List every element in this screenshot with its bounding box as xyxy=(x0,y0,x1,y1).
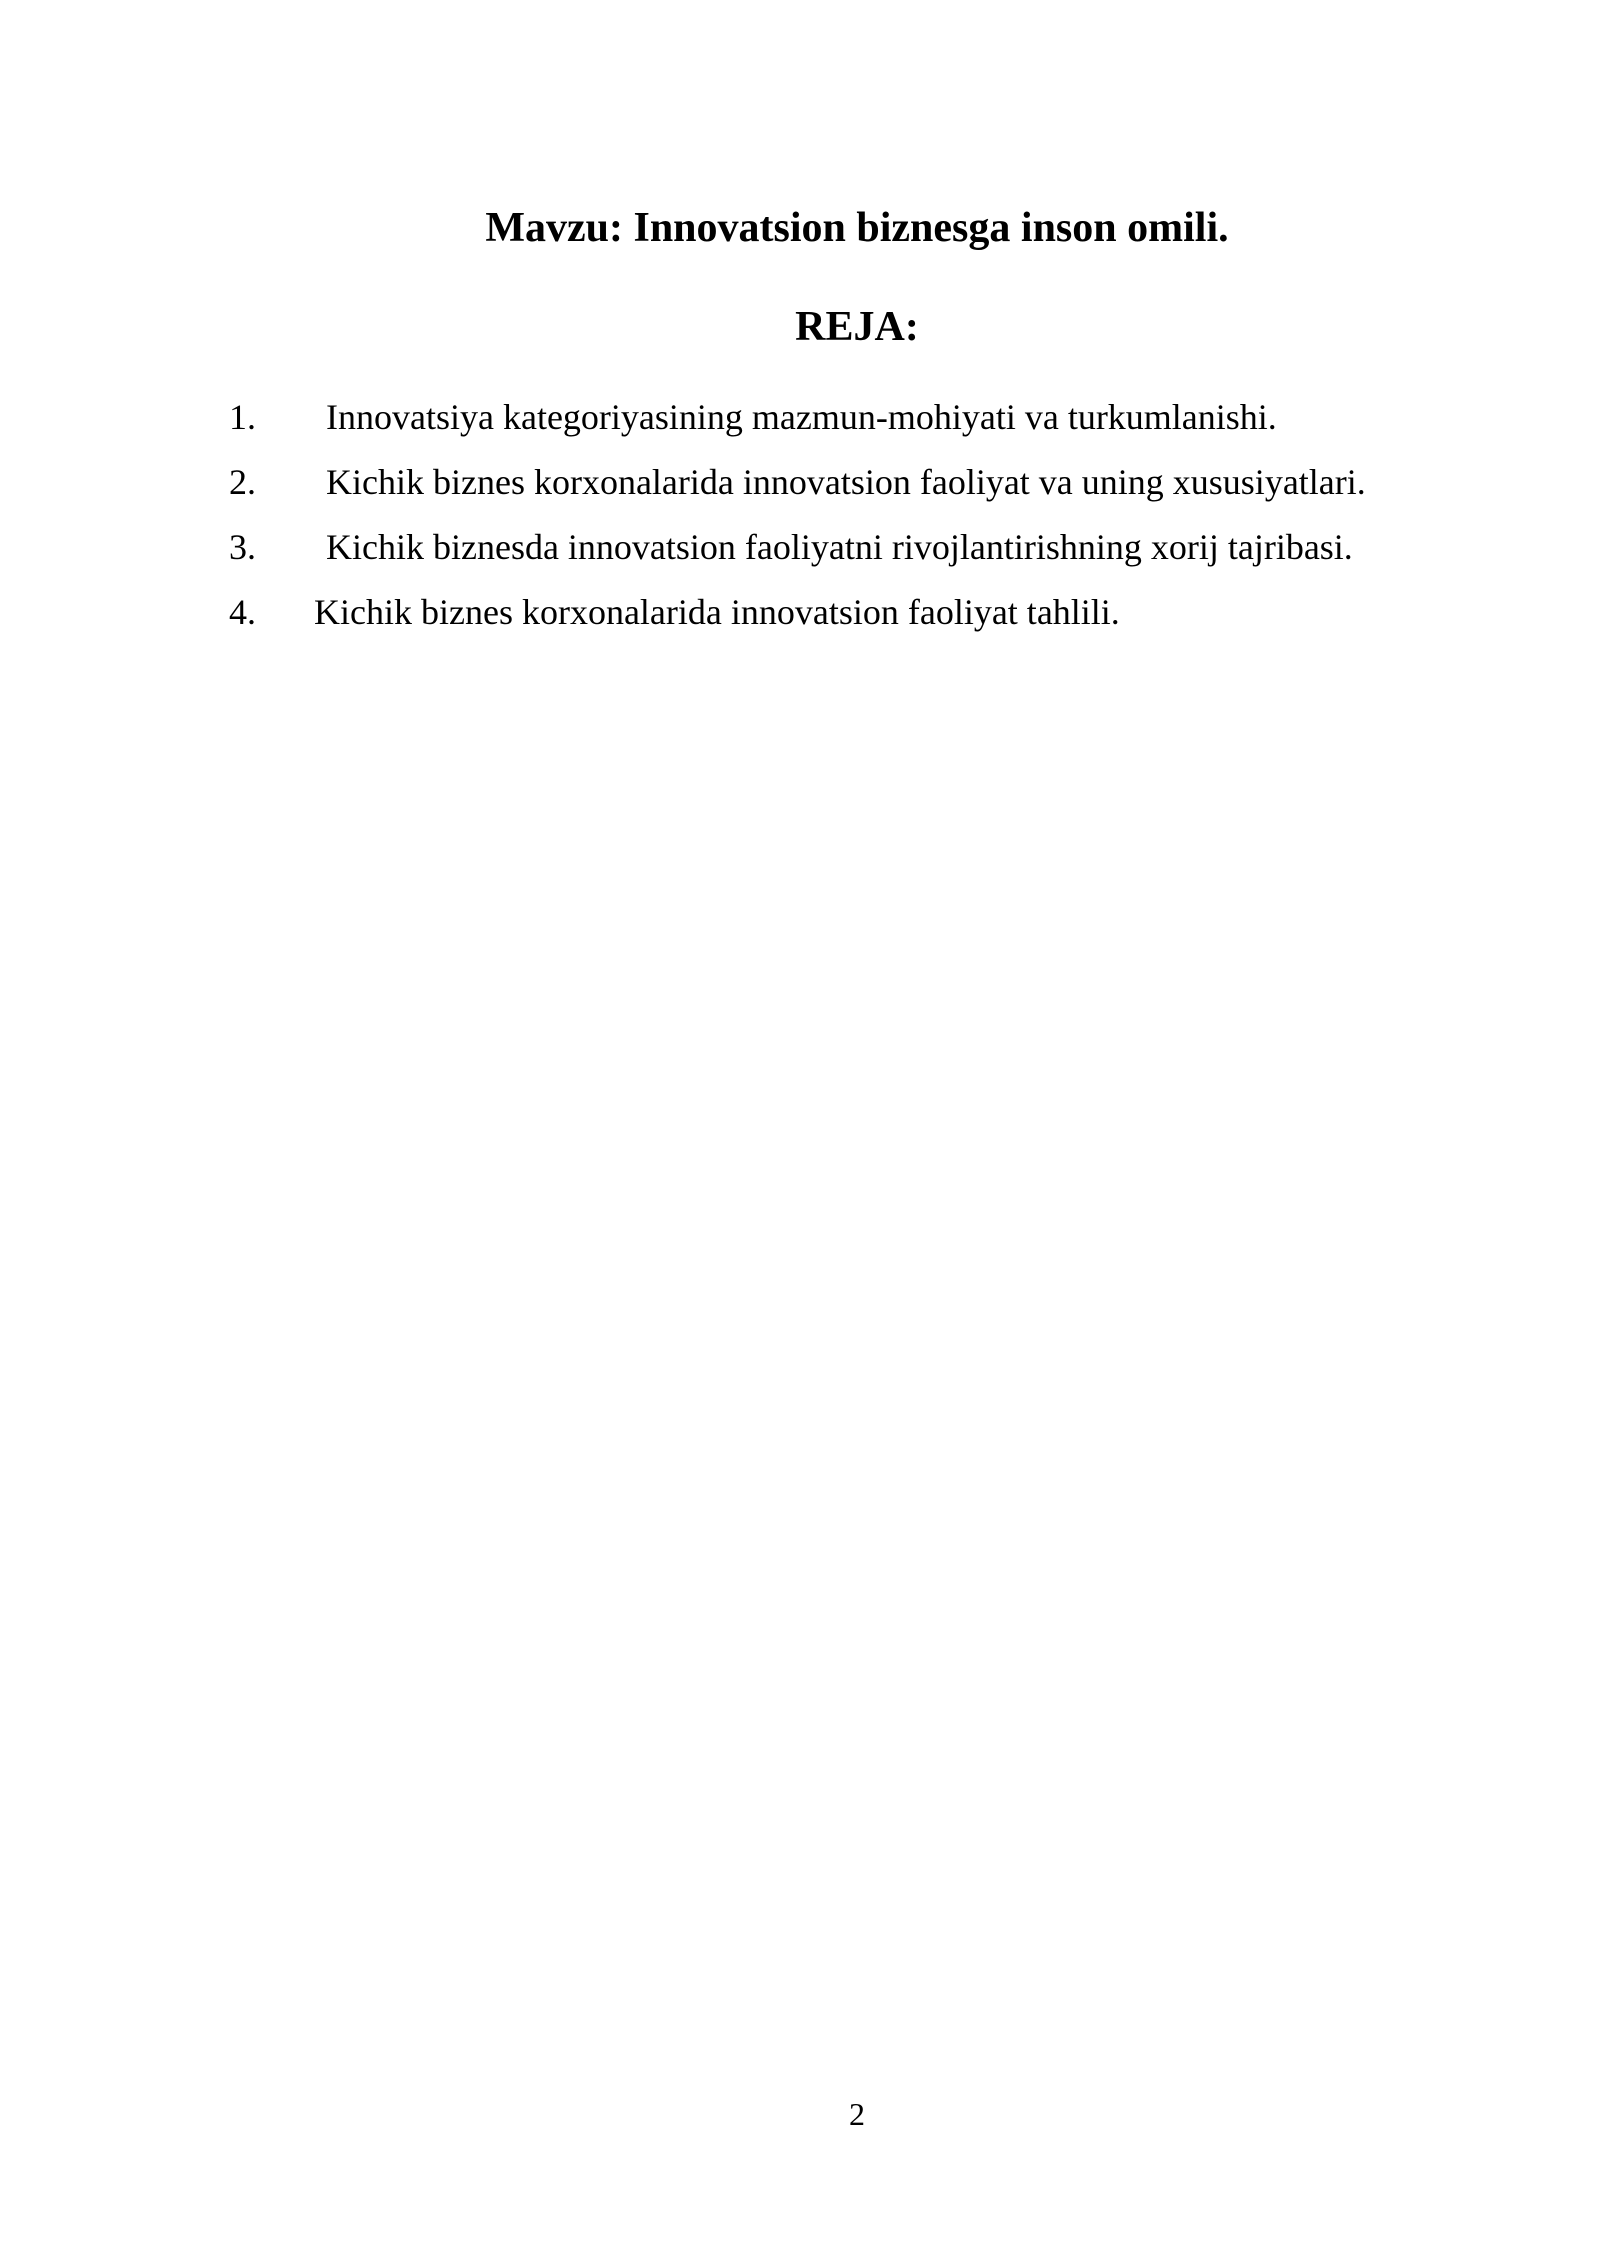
plan-item-text: Innovatsiya kategoriyasining mazmun-mohiyati va turkumlanishi. xyxy=(326,397,1277,437)
page-title: Mavzu: Innovatsion biznesga inson omili. xyxy=(485,205,1229,251)
plan-item-number: 4. xyxy=(229,592,256,632)
plan-item-text: Kichik biznes korxonalarida innovatsion faoliyat tahlili. xyxy=(314,592,1120,632)
plan-item-text: Kichik biznesda innovatsion faoliyatni rivojlantirishning xorij tajribasi. xyxy=(326,527,1353,567)
plan-item-number: 2. xyxy=(229,462,256,502)
plan-item-text: Kichik biznes korxonalarida innovatsion faoliyat va uning xususiyatlari. xyxy=(326,462,1366,502)
plan-heading: REJA: xyxy=(795,304,919,350)
page-number: 2 xyxy=(849,2096,865,2132)
plan-item-number: 1. xyxy=(229,397,256,437)
plan-item-number: 3. xyxy=(229,527,256,567)
